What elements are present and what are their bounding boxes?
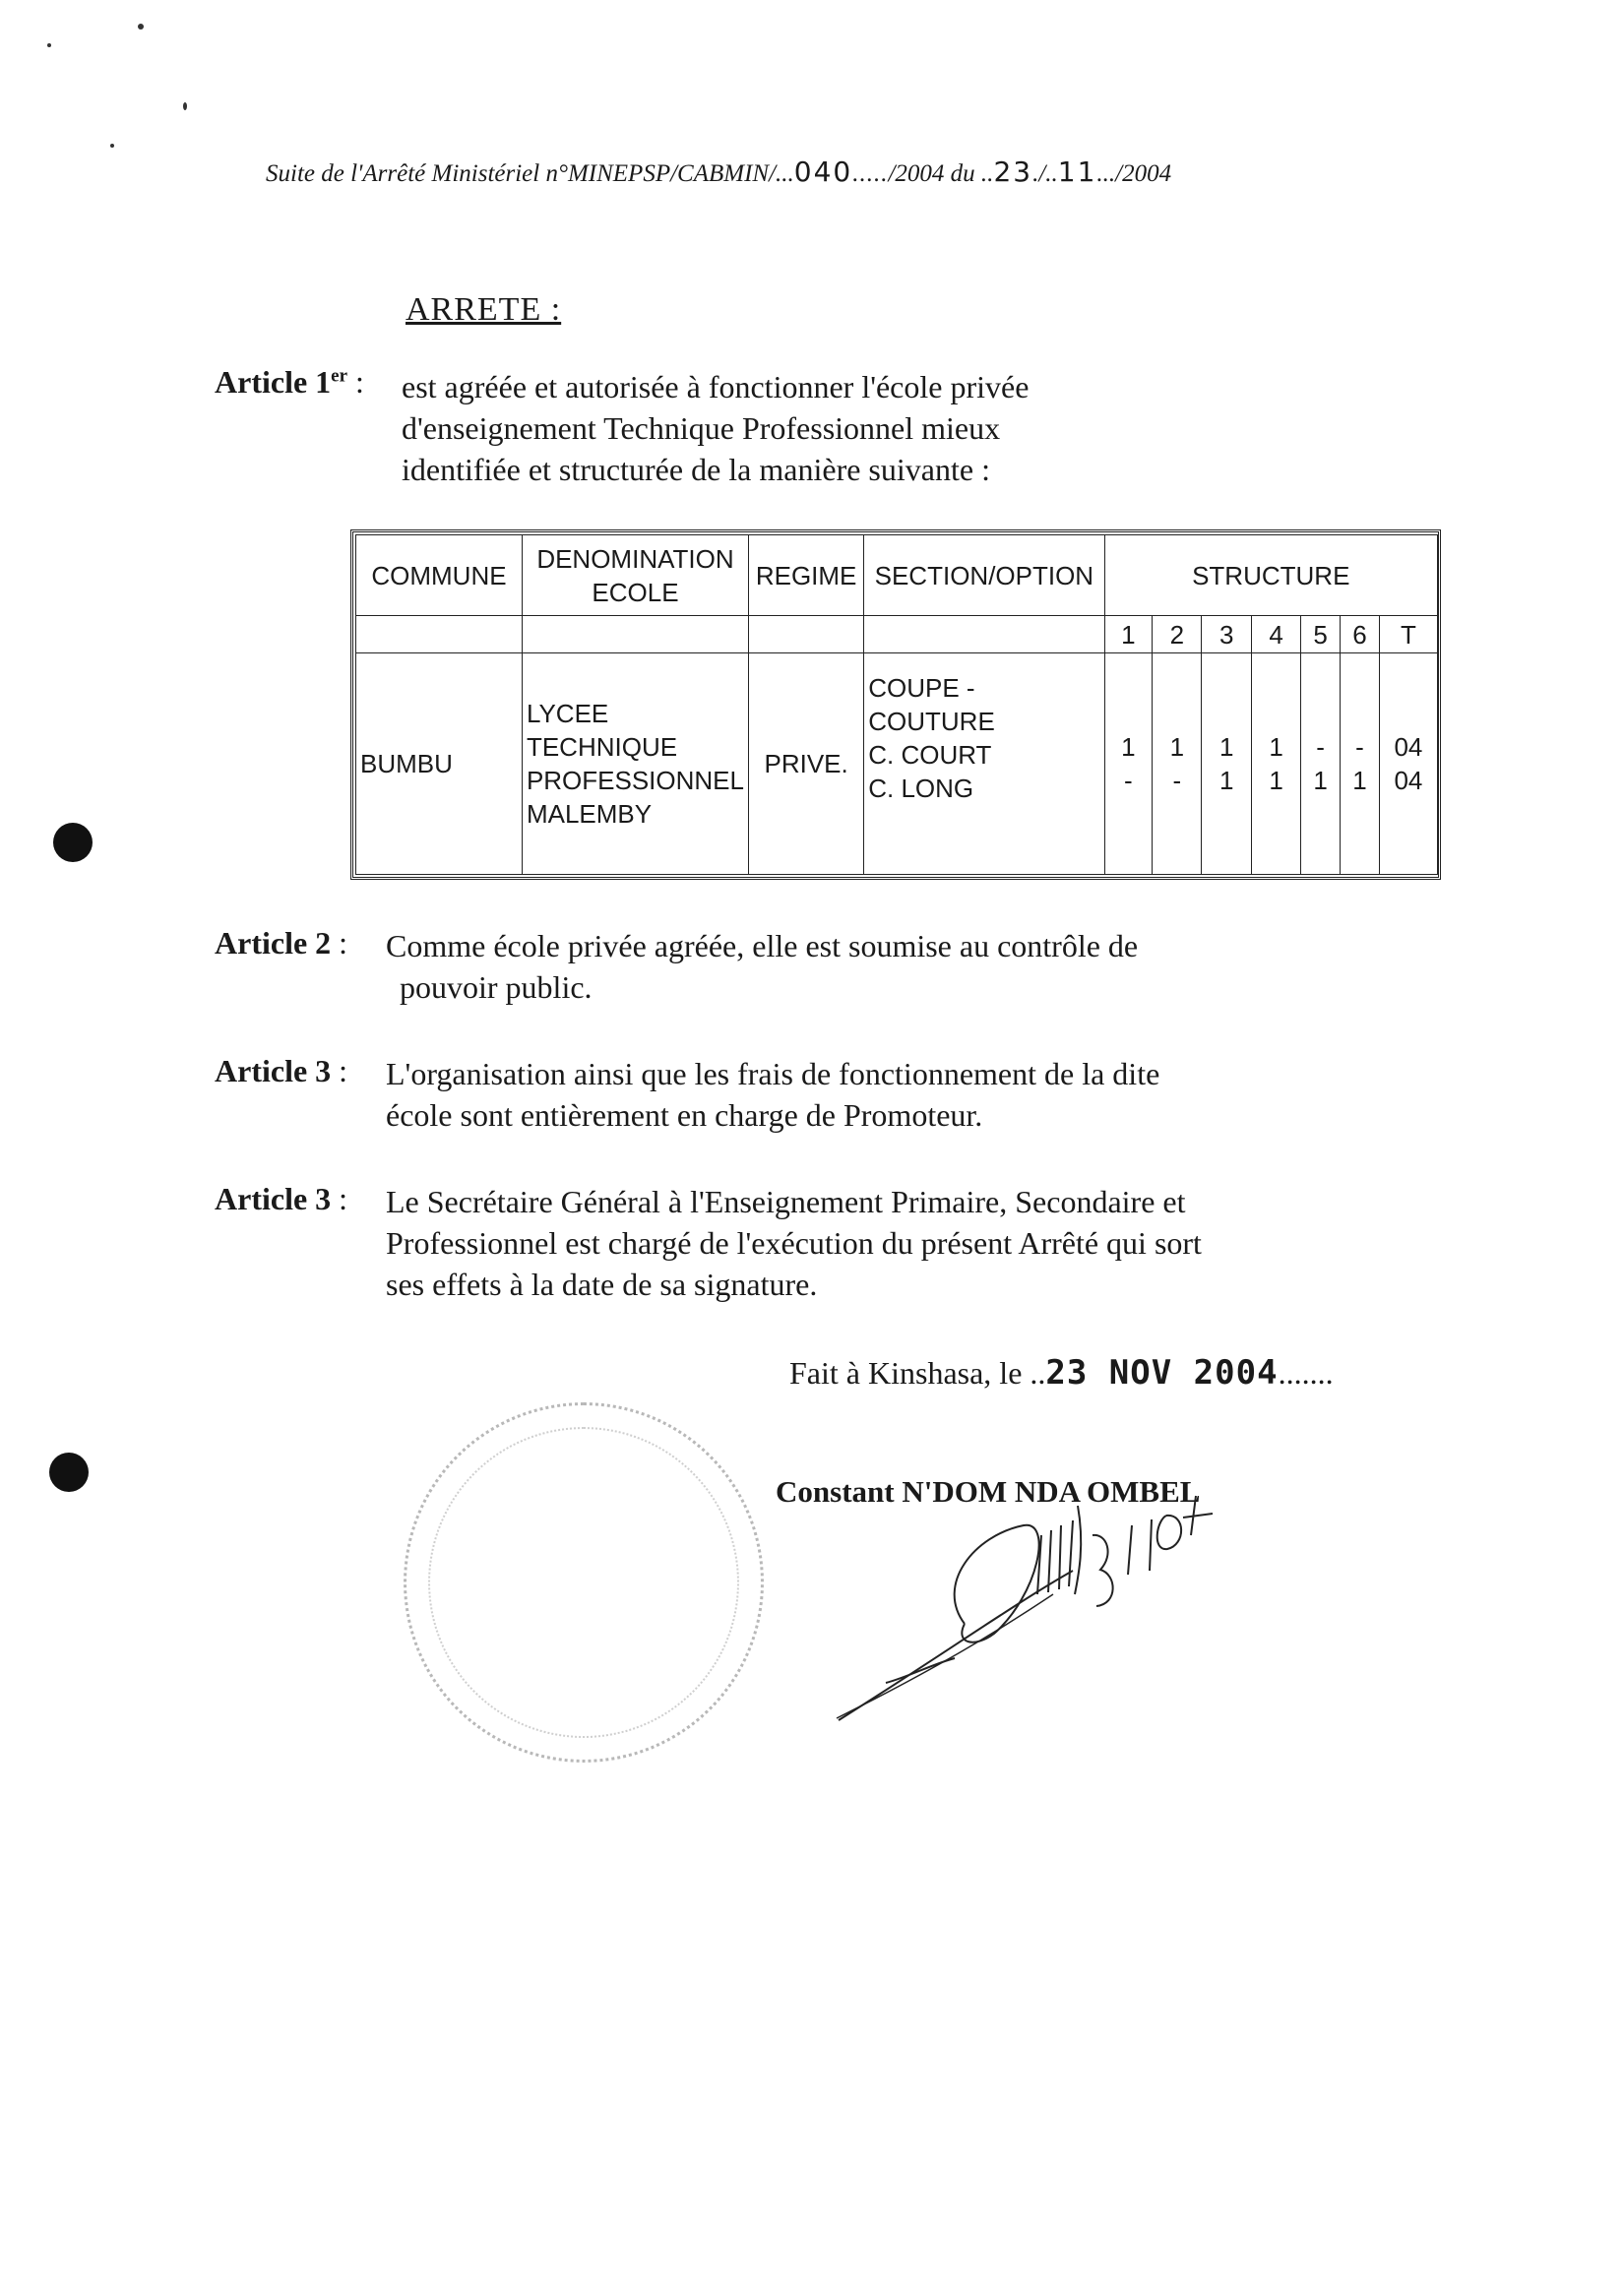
article-1-line: est agréée et autorisée à fonctionner l'école privée <box>402 369 1030 404</box>
article-3b-line: Le Secrétaire Général à l'Enseignement Primaire, Secondaire et <box>386 1184 1186 1219</box>
structure-col-6: 6 <box>1341 616 1380 653</box>
article-3b-line: ses effets à la date de sa signature. <box>386 1267 818 1302</box>
empty-cell <box>522 616 748 653</box>
article-3-text <box>386 1053 1370 1136</box>
reference-year-2: .../2004 <box>1096 160 1172 187</box>
decree-number: 040 <box>793 155 853 188</box>
reference-year: /2004 du .. <box>888 160 994 187</box>
article-3-label: Article 3 : <box>215 1053 348 1088</box>
cell-structure-2: 1 - <box>1153 653 1202 875</box>
scan-speck <box>110 144 114 148</box>
cell-structure-total: 04 04 <box>1379 653 1437 875</box>
article-3b-text <box>386 1181 1390 1305</box>
punch-hole <box>53 823 93 862</box>
reference-prefix: Suite de l'Arrêté Ministériel n°MINEPSP/CABMIN/... <box>266 160 794 187</box>
article-2-text <box>386 925 1291 1008</box>
article-1-line: identifiée et structurée de la manière suivante : <box>402 452 990 487</box>
cell-structure-1: 1 - <box>1104 653 1153 875</box>
empty-cell <box>749 616 864 653</box>
article-3-line: L'organisation ainsi que les frais de fonctionnement de la dite <box>386 1056 1160 1091</box>
punch-hole <box>49 1453 89 1492</box>
article-1-text <box>402 366 1287 490</box>
article-1-line: d'enseignement Technique Professionnel mieux <box>402 410 1001 446</box>
decree-day: 23 <box>993 155 1033 188</box>
decree-reference <box>266 155 1171 188</box>
cell-denomination: LYCEE TECHNIQUE PROFESSIONNEL MALEMBY <box>522 653 748 875</box>
structure-col-total: T <box>1379 616 1437 653</box>
place-and-date: Fait à Kinshasa, le ..23 NOV 2004....... <box>789 1353 1334 1393</box>
article-2-label: Article 2 : <box>215 925 348 961</box>
header-denomination: DENOMINATION ECOLE <box>522 535 748 616</box>
article-3b-label: Article 3 : <box>215 1181 348 1216</box>
structure-col-3: 3 <box>1202 616 1251 653</box>
cell-structure-6: - 1 <box>1341 653 1380 875</box>
date-stamp: 23 NOV 2004 <box>1045 1353 1279 1393</box>
official-seal <box>404 1402 764 1763</box>
scan-speck <box>183 102 187 110</box>
header-section-option: SECTION/OPTION <box>864 535 1104 616</box>
header-commune: COMMUNE <box>356 535 523 616</box>
cell-regime: PRIVE. <box>749 653 864 875</box>
article-1-label: Article 1er : <box>215 364 364 400</box>
reference-sep: ./.. <box>1032 160 1058 187</box>
empty-cell <box>356 616 523 653</box>
reference-dots: ..... <box>852 160 889 187</box>
structure-col-4: 4 <box>1251 616 1300 653</box>
article-3-line: école sont entièrement en charge de Promoteur. <box>386 1097 983 1133</box>
cell-structure-5: - 1 <box>1301 653 1341 875</box>
header-structure: STRUCTURE <box>1104 535 1438 616</box>
cell-structure-3: 1 1 <box>1202 653 1251 875</box>
empty-cell <box>864 616 1104 653</box>
signatory-name: Constant N'DOM NDA OMBEL <box>776 1474 1201 1509</box>
cell-section-option: COUPE - COUTURE C. COURT C. LONG <box>864 653 1104 875</box>
article-3b-line: Professionnel est chargé de l'exécution du présent Arrêté qui sort <box>386 1225 1202 1261</box>
handwritten-signature <box>827 1476 1299 1732</box>
cell-structure-4: 1 1 <box>1251 653 1300 875</box>
header-regime: REGIME <box>749 535 864 616</box>
article-2-line: pouvoir public. <box>400 969 593 1005</box>
cell-commune: BUMBU <box>356 653 523 875</box>
scan-speck <box>47 43 51 47</box>
scan-speck <box>138 24 144 30</box>
document-title: ARRETE : <box>406 291 562 328</box>
structure-col-1: 1 <box>1104 616 1153 653</box>
structure-table <box>350 529 1441 880</box>
structure-col-2: 2 <box>1153 616 1202 653</box>
article-2-line: Comme école privée agréée, elle est soumise au contrôle de <box>386 928 1139 963</box>
decree-month: 11 <box>1057 155 1097 188</box>
structure-col-5: 5 <box>1301 616 1341 653</box>
